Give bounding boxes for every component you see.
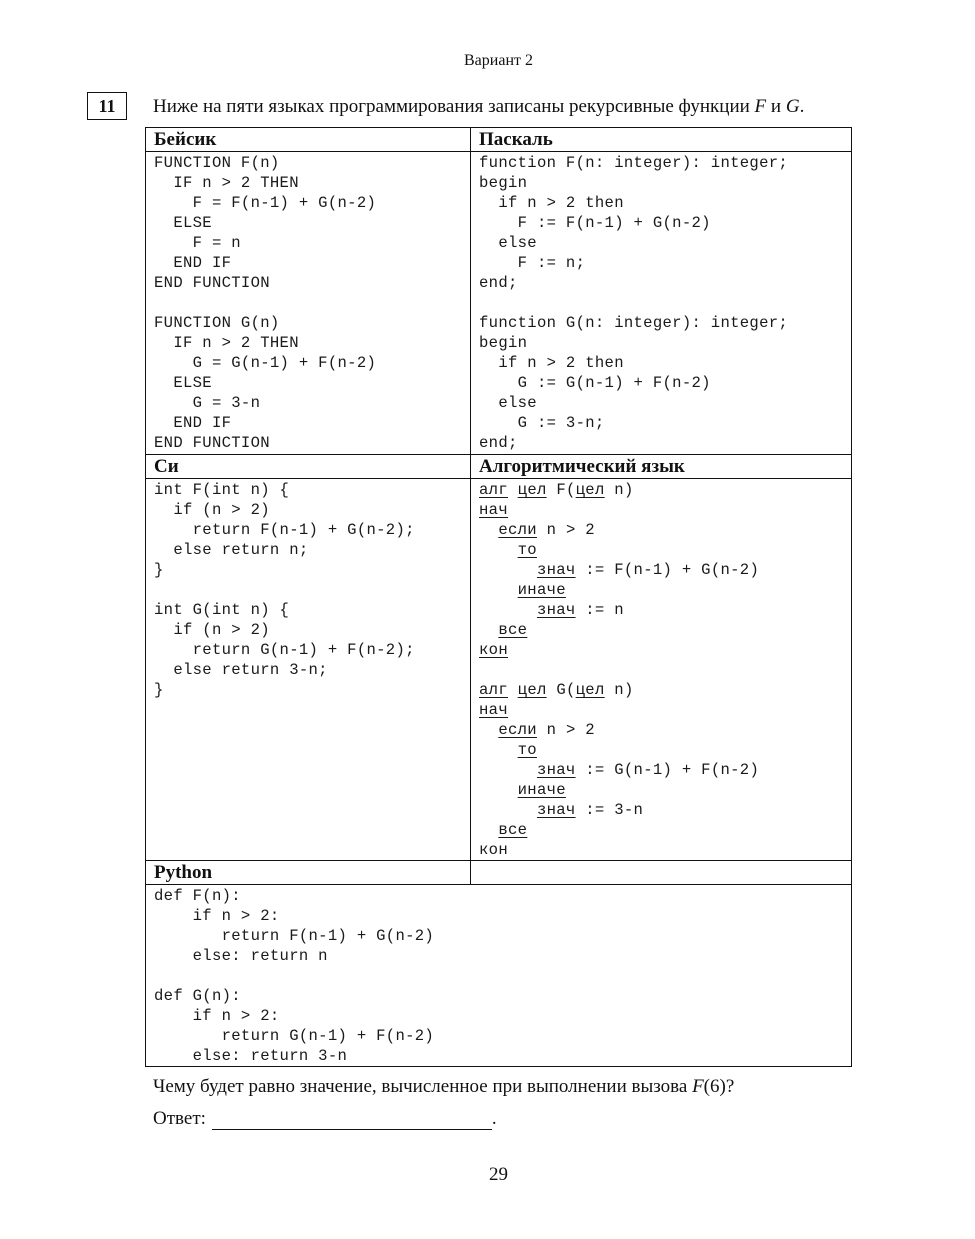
f-expr: := F(n-1) + G(n-2) [585,561,760,579]
kw-znach: знач [536,601,576,619]
g-expr: := G(n-1) + F(n-2) [585,761,760,779]
answer-end: . [491,1108,497,1129]
intro-text: Ниже на пяти языках программирования записаны рекурсивные функции [153,96,755,117]
code-table [145,127,852,1067]
kw-inache: иначе [517,781,566,799]
kw-kon: кон [479,641,508,659]
c-code: int F(int n) { if (n > 2) return F(n-1) + G(n-2); else return n; } int G(int n) { if (n > 2) return G(n-1) + F(n-2); else return 3-n; } [154,481,415,699]
kw-kon: кон [479,841,508,859]
question [153,1076,734,1098]
question-call-arg: (6)? [703,1076,735,1097]
intro-g: G [785,96,800,117]
c-title: Си [146,455,471,479]
intro-end: . [799,96,805,117]
basic-cell [146,152,471,455]
kw-vse: все [498,821,528,839]
kw-znach: знач [536,761,576,779]
param: n) [614,681,634,699]
kw-nach: нач [479,501,508,519]
kw-znach: знач [536,801,576,819]
basic-code: FUNCTION F(n) IF n > 2 THEN F = F(n-1) + G(n-2) ELSE F = n END IF END FUNCTION FUNCTION G(n) IF n > 2 THEN G = G(n-1) + F(n-2) ELSE G = 3-n END IF END FUNCTION [154,154,377,452]
kw-znach: знач [536,561,576,579]
question-call-f: F [692,1076,704,1097]
kw-esli: если [498,521,537,539]
kw-cel: цел [575,681,605,699]
python-cell [146,885,852,1067]
algo-code [479,479,843,860]
kw-esli: если [498,721,537,739]
algo-cell [471,479,852,861]
kw-cel: цел [575,481,605,499]
task-number-box: 11 [87,92,127,120]
g-else: := 3-n [585,801,644,819]
pascal-code: function F(n: integer): integer; begin if n > 2 then F := F(n-1) + G(n-2) else F := n; end; function G(n: integer): integer; begin if n > 2 then G := G(n-1) + F(n-2) else G := 3-n; end; [479,154,789,452]
basic-title: Бейсик [146,128,471,152]
f-else: := n [585,601,624,619]
kw-alg: алг [479,681,508,699]
kw-cel: цел [517,681,547,699]
kw-inache: иначе [517,581,566,599]
cond: n > 2 [546,521,595,539]
kw-to: то [517,741,537,759]
answer-field[interactable] [212,1109,492,1130]
pascal-cell [471,152,852,455]
page-number: 29 [489,1164,508,1185]
intro-f: F [754,96,767,117]
kw-vse: все [498,621,528,639]
pascal-title: Паскаль [471,128,852,152]
python-title: Python [146,861,471,885]
g-name: G( [556,681,576,699]
empty-header-cell [471,861,852,885]
param: n) [614,481,634,499]
kw-cel: цел [517,481,547,499]
question-text: Чему будет равно значение, вычисленное при выполнении вызова [153,1076,693,1097]
kw-alg: алг [479,481,508,499]
variant-header: Вариант 2 [464,52,533,69]
cond: n > 2 [546,721,595,739]
kw-to: то [517,541,537,559]
c-cell [146,479,471,861]
answer-row [153,1108,497,1130]
algo-title: Алгоритмический язык [471,455,852,479]
kw-nach: нач [479,701,508,719]
intro-and: и [766,96,786,117]
task-intro [153,96,804,118]
f-name: F( [556,481,576,499]
answer-label: Ответ: [153,1108,206,1129]
python-code: def F(n): if n > 2: return F(n-1) + G(n-2) else: return n def G(n): if n > 2: return G(n-1) + F(n-2) else: return 3-n [154,887,435,1065]
